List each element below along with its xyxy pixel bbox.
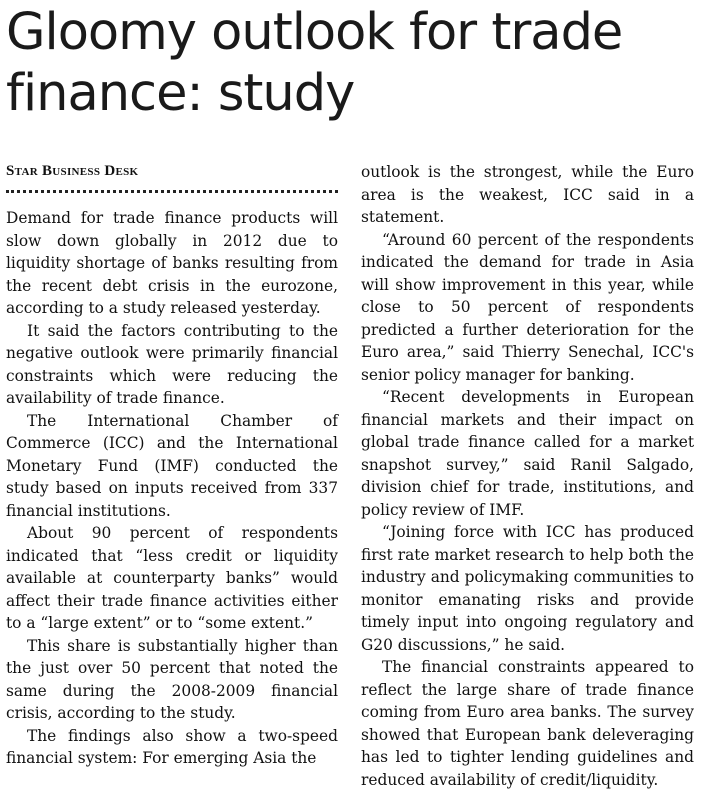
dotted-divider <box>6 190 338 193</box>
paragraph-6-continued: outlook is the strongest, while the Euro area is the weakest, ICC said in a statement. <box>361 163 694 226</box>
paragraph-6: The findings also show a two-speed financial system: For emerging Asia the <box>6 726 338 767</box>
paragraph-10: The financial constraints appeared to reflect the large share of trade finance coming from Euro area banks. The survey showed that European bank deleveraging has led to tighter lending guidelines and reduced availability of credit/liquidity. <box>361 658 694 789</box>
paragraph-2: It said the factors contributing to the negative outlook were primarily financial constraints which were reducing the availability of trade finance. <box>6 321 338 407</box>
paragraph-3: The International Chamber of Commerce (ICC) and the International Monetary Fund (IMF) conducted the study based on inputs received from 337 financial institutions. <box>6 411 338 520</box>
article-column-right <box>361 161 694 791</box>
paragraph-5: This share is substantially higher than the just over 50 percent that noted the same during the 2008-2009 financial crisis, according to the study. <box>6 636 338 722</box>
article-column-left <box>6 207 338 770</box>
paragraph-1: Demand for trade finance products will slow down globally in 2012 due to liquidity shortage of banks resulting from the recent debt crisis in the eurozone, according to a study released yesterday. <box>6 209 338 317</box>
paragraph-8: “Recent developments in European financial markets and their impact on global trade finance called for a market snapshot survey,” said Ranil Salgado, division chief for trade, institutions, and policy review of IMF. <box>361 388 694 519</box>
byline-text: Star Business Desk <box>6 163 139 179</box>
paragraph-7: “Around 60 percent of the respondents indicated the demand for trade in Asia will show improvement in this year, while close to 50 percent of respondents predicted a further deterioration for the Euro area,” said Thierry Senechal, ICC's senior policy manager for banking. <box>361 230 694 384</box>
headline: Gloomy outlook for trade finance: study <box>6 3 623 123</box>
paragraph-9: “Joining force with ICC has produced first rate market research to help both the industry and policymaking communities to monitor emanating risks and provide timely input into ongoing regulatory and G20 discussions,” he said. <box>361 523 694 654</box>
byline <box>6 163 336 180</box>
paragraph-4: About 90 percent of respondents indicated that “less credit or liquidity available at counterparty banks” would affect their trade finance activities either to a “large extent” or to “some extent.” <box>6 524 338 632</box>
